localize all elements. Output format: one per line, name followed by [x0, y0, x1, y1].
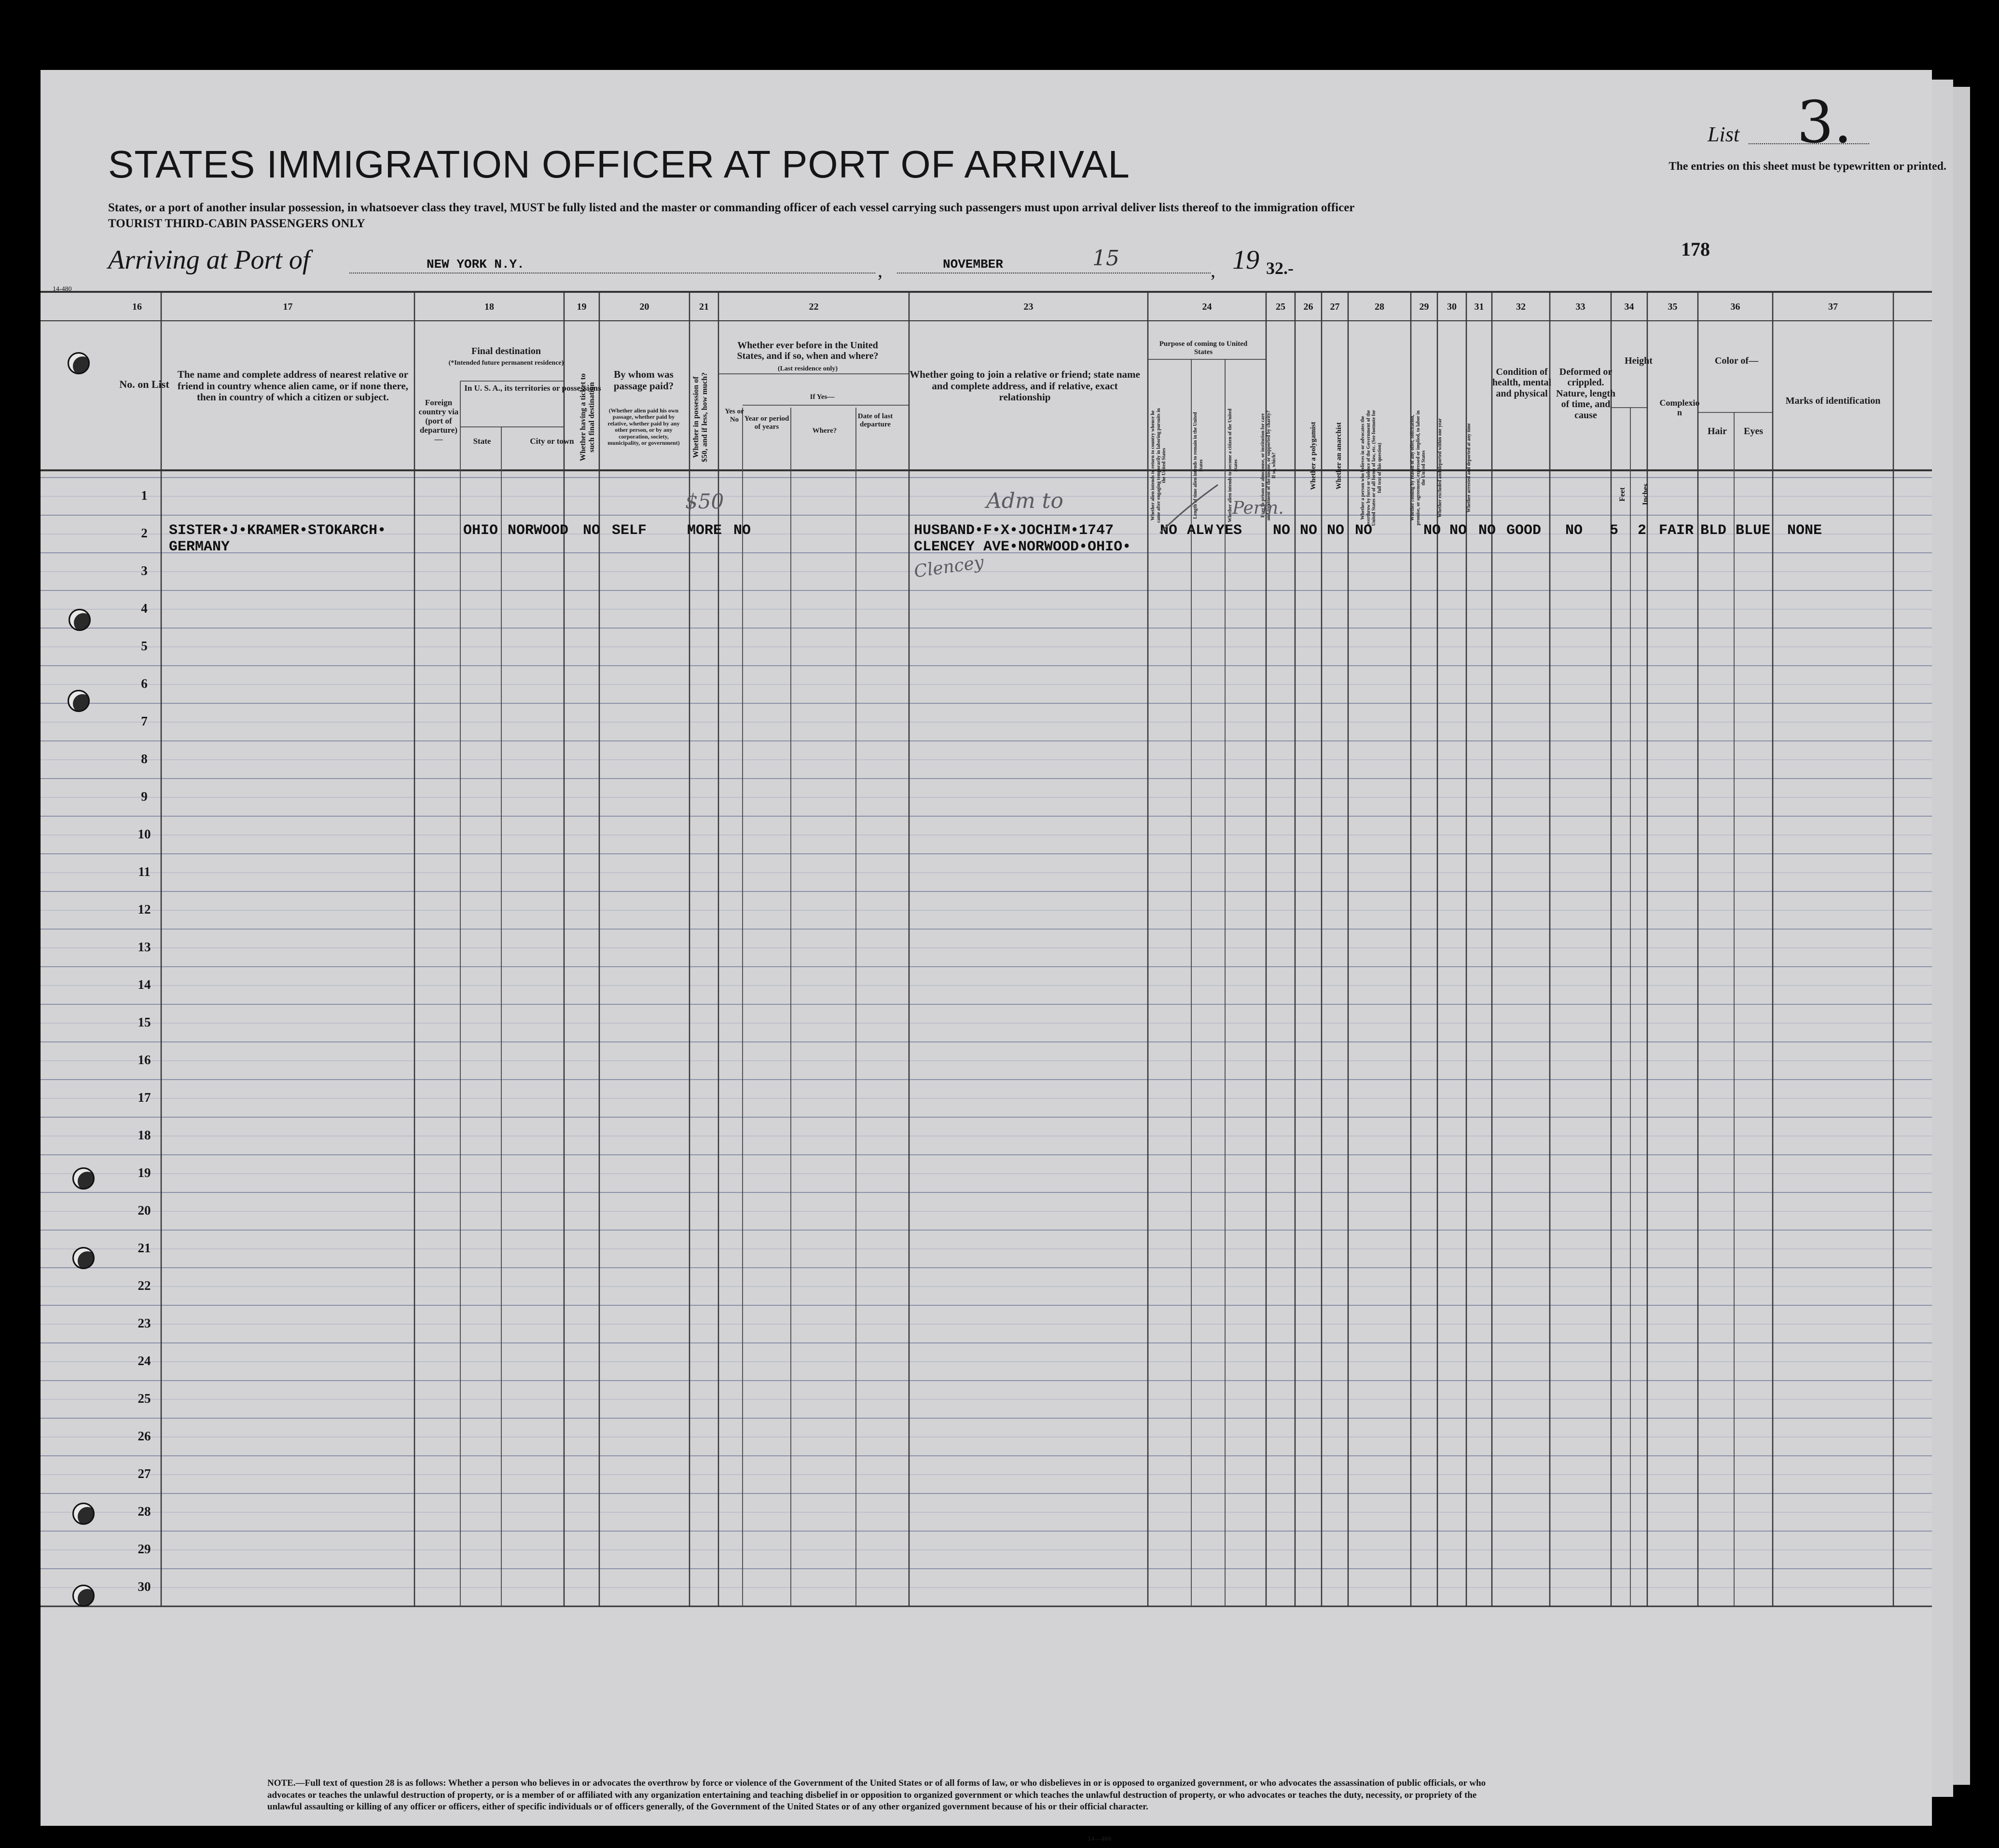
header-purpose-b: Length of time alien intends to remain in the United States	[1193, 412, 1204, 519]
row-number: 6	[141, 676, 148, 691]
row-number: 4	[141, 601, 148, 616]
column-number: 31	[1474, 301, 1484, 312]
entry-relative-line2: GERMANY	[169, 539, 230, 555]
column-number: 19	[577, 301, 587, 312]
entry-anarchist: NO	[1327, 522, 1345, 539]
header-where: Where?	[812, 427, 837, 435]
header-year-period: Year or period of years	[744, 415, 789, 431]
form-code: 14-480	[53, 286, 72, 293]
header-ever-before-sub: (Last residence only)	[777, 365, 838, 372]
row-number: 15	[138, 1015, 151, 1029]
port-value: NEW YORK N.Y.	[427, 257, 524, 272]
header-q28: Whether a person who believes in or advocates the overthrow by force or violence of the Government of the United States or of all forms of law, etc. (See footnote for full text of this question)	[1360, 410, 1382, 526]
punch-hole-icon	[68, 352, 90, 374]
header-anarchist: Whether an anarchist	[1335, 422, 1343, 490]
footnote-code: 14—480	[1088, 1835, 1111, 1843]
row-number: 22	[138, 1278, 151, 1293]
header-possession-50: Whether in possession of $50, and if less, how much?	[692, 372, 709, 463]
year-prefix: 19	[1232, 245, 1259, 275]
year-suffix: 32.-	[1266, 259, 1294, 278]
header-polygamist: Whether a polygamist	[1310, 422, 1317, 490]
column-number: 17	[283, 301, 293, 312]
entry-prison: NO	[1273, 522, 1291, 539]
entry-inches: 2	[1638, 522, 1647, 539]
entry-q29: NO	[1423, 522, 1441, 539]
column-number: 37	[1828, 301, 1838, 312]
row-number: 9	[141, 789, 148, 804]
entry-complexion: FAIR	[1659, 522, 1694, 539]
sheet-number: 178	[1681, 238, 1710, 260]
annotation-purpose: Perm.	[1232, 498, 1284, 518]
punch-hole-icon	[72, 1585, 95, 1607]
comma-1: ,	[878, 260, 882, 281]
row-number: 23	[138, 1316, 151, 1330]
punch-hole-icon	[72, 1167, 95, 1190]
footnote: NOTE.—Full text of question 28 is as follows: Whether a person who believes in or advocates the overthrow by force or violence of the Government of the United States or of all forms of law, or who disbelieves in or is opposed to organized government, or who advocates the assassination of public officials, or who advocates or teaches the unlawful destruction of property, or is a member of or affiliated with any organization entertaining and teaching disbelief in or opposition to organized government or which teaches the unlawful destruction of property, or who advocates or teaches the duty, necessity, or propriety of the unlawful assaulting or killing of any officer or officers, either of specific individuals or of officers generally, of the Government of the United States or of any other organized government because of his or their official character.	[267, 1778, 1486, 1812]
column-number: 25	[1276, 301, 1285, 312]
entry-state: OHIO	[463, 522, 498, 539]
row-number: 14	[138, 977, 151, 992]
column-number: 18	[484, 301, 494, 312]
header-inches: Inches	[1641, 483, 1650, 506]
header-by-whom: By whom was passage paid?	[613, 369, 674, 392]
manifest-grid	[41, 70, 1932, 1826]
column-number: 33	[1575, 301, 1585, 312]
header-state: State	[473, 437, 491, 446]
row-number: 27	[138, 1466, 151, 1481]
row-number: 13	[138, 940, 151, 954]
column-number: 29	[1419, 301, 1429, 312]
row-number: 29	[138, 1542, 151, 1556]
entry-health: GOOD	[1506, 522, 1542, 539]
entry-ticket: NO	[583, 522, 601, 539]
entry-citizen: YES	[1216, 522, 1242, 539]
row-number: 12	[138, 902, 151, 917]
column-number: 26	[1303, 301, 1313, 312]
header-in-usa: In U. S. A., its territories or possessions	[464, 383, 601, 393]
column-number: 28	[1375, 301, 1384, 312]
row-number: 30	[138, 1579, 151, 1594]
row-number: 11	[138, 864, 151, 879]
month-value: NOVEMBER	[943, 257, 1003, 272]
comma-2: ,	[1211, 260, 1215, 281]
column-number: 34	[1624, 301, 1634, 312]
entry-marks: NONE	[1787, 522, 1822, 539]
row-number: 7	[141, 714, 148, 728]
header-purpose-c: Whether alien intends to become a citizen of the United States	[1227, 409, 1239, 522]
arriving-label: Arriving at Port of	[108, 245, 310, 275]
row-number: 25	[138, 1391, 151, 1406]
header-nearest-relative: The name and complete address of nearest relative or friend in country whence alien came, or if none there, then in country of which a citizen or subject.	[177, 369, 409, 403]
punch-hole-icon	[72, 1247, 95, 1269]
instruction-line-2: TOURIST THIRD-CABIN PASSENGERS ONLY	[108, 217, 365, 230]
column-number: 24	[1202, 301, 1212, 312]
list-number: 3.	[1797, 89, 1852, 156]
column-number: 23	[1023, 301, 1034, 312]
column-number: 27	[1330, 301, 1340, 312]
entry-join-line1: HUSBAND•F•X•JOCHIM•1747	[914, 522, 1114, 539]
column-number: 21	[699, 301, 709, 312]
annotation-join-1: Adm to	[986, 489, 1063, 513]
annotation-money: $50	[685, 490, 724, 513]
header-date-last: Date of last departure	[857, 412, 893, 428]
header-health: Condition of health, mental and physical	[1492, 367, 1552, 399]
row-number: 17	[138, 1090, 151, 1105]
header-final-destination: Final destination	[471, 346, 541, 356]
header-color-of: Color of—	[1714, 356, 1759, 366]
header-marks: Marks of identification	[1785, 396, 1881, 406]
entry-q30: NO	[1449, 522, 1467, 539]
header-hair: Hair	[1708, 426, 1727, 437]
entry-eyes: BLUE	[1736, 522, 1771, 539]
column-number: 32	[1516, 301, 1526, 312]
entry-hair: BLD	[1700, 522, 1727, 539]
header-final-destination-sub: (*Intended future permanent residence)	[448, 359, 564, 367]
header-height: Height	[1625, 356, 1653, 366]
header-prison: Ever in prison or almshouse, or institution for care and treatment of the insane, or supported by charity? If so, which?	[1260, 410, 1277, 521]
entry-ever-before: NO	[733, 522, 751, 539]
header-no-on-list: No. on List	[119, 378, 169, 390]
day-value: 15	[1092, 246, 1119, 271]
row-number: 24	[138, 1354, 151, 1368]
row-number: 18	[138, 1128, 151, 1142]
row-number: 26	[138, 1429, 151, 1443]
punch-hole-icon	[68, 690, 90, 712]
row-number: 21	[138, 1241, 151, 1255]
header-q29: Whether coming by reason of any offer, solicitation, promise, or agreement, expressed or implied, to labor in the United States	[1410, 410, 1426, 526]
header-purpose: Purpose of coming to United States	[1159, 340, 1248, 356]
annotation-join-2: Clencey	[912, 552, 985, 582]
header-ticket: Whether having a ticket to such final destination	[579, 373, 596, 461]
header-q30: Whether excluded and deported within one year	[1437, 418, 1443, 518]
entry-feet: 5	[1610, 522, 1619, 539]
row-number: 1	[141, 488, 148, 503]
row-number: 5	[141, 639, 148, 653]
header-feet: Feet	[1618, 487, 1627, 502]
row-number: 3	[141, 563, 148, 578]
punch-hole-icon	[69, 609, 91, 631]
entry-city: NORWOOD	[508, 522, 569, 539]
entry-length-stay: ALW	[1187, 522, 1213, 539]
entry-paid-by: SELF	[612, 522, 647, 539]
entry-return-temp: NO	[1160, 522, 1178, 539]
row-number: 8	[141, 752, 148, 766]
column-number: 30	[1447, 301, 1457, 312]
entry-q28: NO	[1355, 522, 1373, 539]
punch-hole-icon	[72, 1503, 95, 1525]
header-complexion: Complexion	[1659, 398, 1700, 418]
header-city: City or town	[530, 437, 574, 446]
header-eyes: Eyes	[1744, 426, 1763, 437]
list-label: List	[1708, 123, 1740, 146]
header-deformed: Deformed or crippled. Nature, length of time, and cause	[1556, 367, 1615, 421]
header-ever-before: Whether ever before in the United States, and if so, when and where?	[737, 340, 879, 362]
entry-polygamist: NO	[1300, 522, 1318, 539]
header-by-whom-sub: (Whether alien paid his own passage, whether paid by relative, whether paid by any other person, or by any corporation, society, municipality, or government)	[607, 407, 680, 447]
header-join-relative: Whether going to join a relative or friend; state name and complete address, and if relative, exact relationship	[910, 369, 1140, 403]
column-number: 16	[132, 301, 142, 312]
header-if-yes: If Yes—	[810, 393, 835, 401]
entry-deformed: NO	[1565, 522, 1583, 539]
page-title: STATES IMMIGRATION OFFICER AT PORT OF ARRIVAL	[108, 143, 1130, 186]
row-number: 16	[138, 1053, 151, 1067]
row-number: 28	[138, 1504, 151, 1519]
row-number: 10	[138, 827, 151, 841]
row-number: 2	[141, 526, 148, 540]
entry-q31: NO	[1478, 522, 1496, 539]
annotation-slash	[1150, 480, 1247, 538]
header-purpose-a: Whether alien intends to return to country whence he came after engaging temporarily in laboring pursuits in the United States	[1150, 408, 1167, 523]
header-q31: Whether arrested and deported at any time	[1466, 423, 1472, 513]
header-foreign-country: Foreign country via (port of departure)—	[418, 398, 459, 444]
typewritten-note: The entries on this sheet must be typewritten or printed.	[1668, 160, 1946, 173]
row-number: 20	[138, 1203, 151, 1218]
header-yes-or-no: Yes or No	[725, 408, 744, 424]
entry-relative-line1: SISTER•J•KRAMER•STOKARCH•	[169, 522, 386, 539]
manifest-sheet	[41, 70, 1946, 1843]
entry-money: MORE	[687, 522, 722, 539]
instruction-line-1: States, or a port of another insular possession, in whatsoever class they travel, MUST be fully listed and the master or commanding officer of each vessel carrying such passengers must upon arrival deliver lists thereof to the immigration officer	[108, 201, 1355, 214]
row-number: 19	[138, 1165, 151, 1180]
column-number: 35	[1668, 301, 1678, 312]
column-number: 20	[639, 301, 649, 312]
entry-join-line2: CLENCEY AVE•NORWOOD•OHIO•	[914, 539, 1131, 555]
column-number: 36	[1730, 301, 1740, 312]
column-number: 22	[809, 301, 819, 312]
